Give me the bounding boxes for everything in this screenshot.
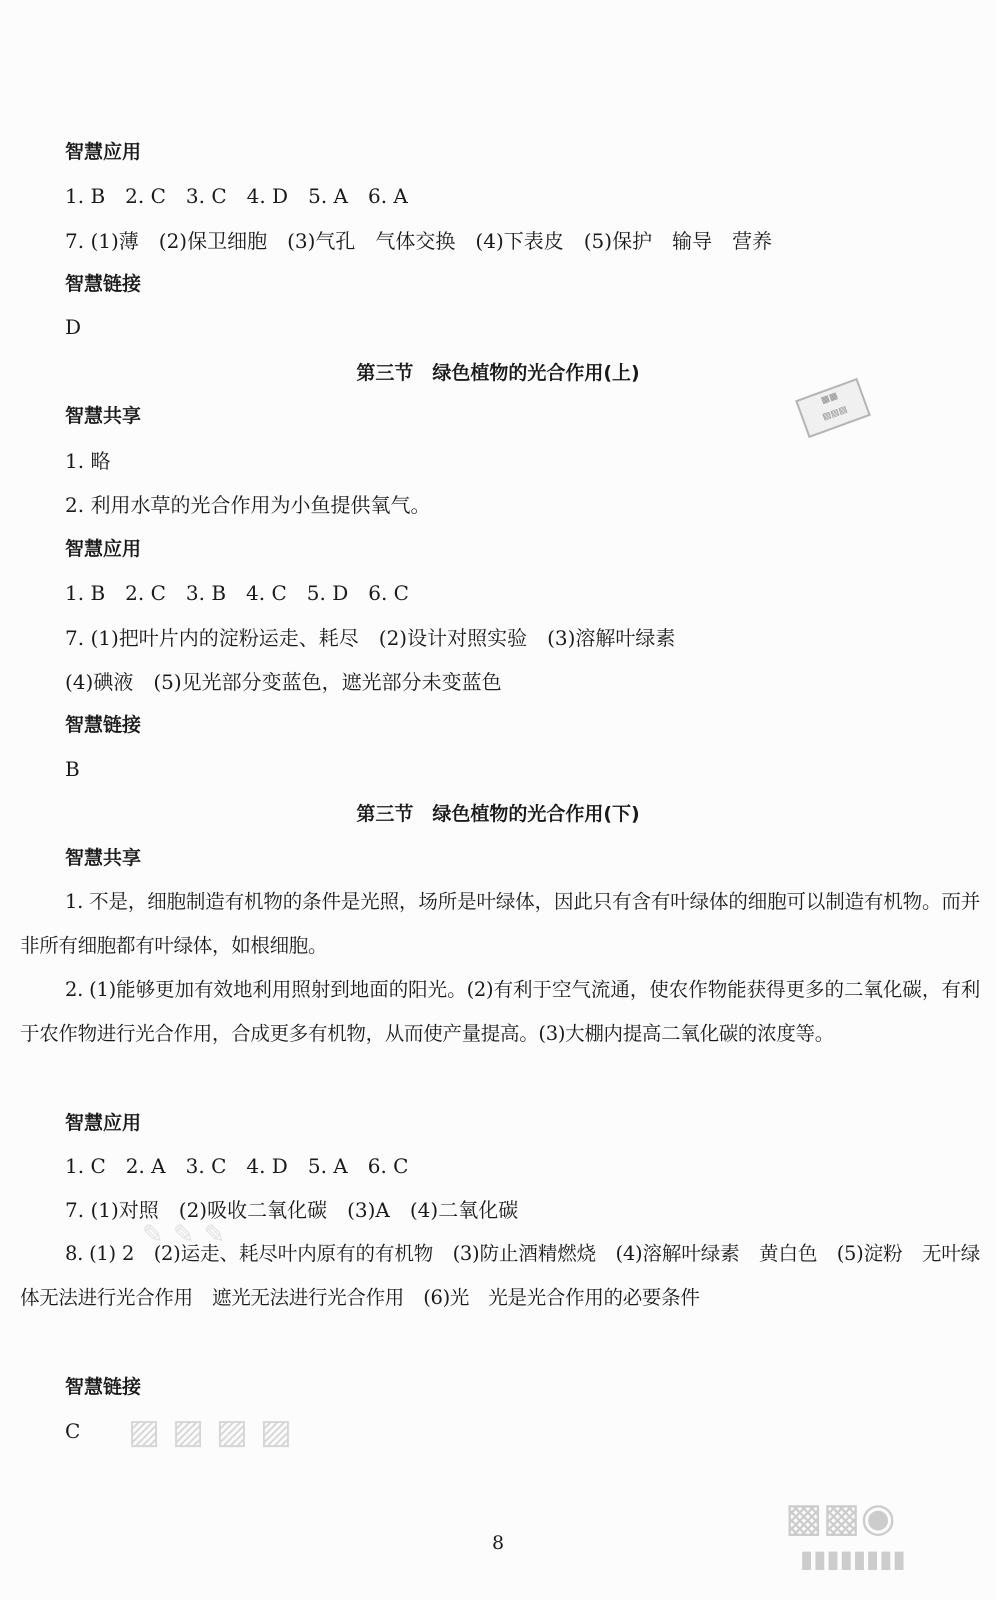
link-answer-1: D (65, 315, 82, 339)
section-title-down: 第三节 绿色植物的光合作用(下) (356, 803, 640, 825)
watermark-faint: ✎ ✎ ✎ (142, 1220, 226, 1250)
answers-line-1: 1. B 2. C 3. C 4. D 5. A 6. A (65, 184, 408, 208)
answer-q7-1: 7. (1)薄 (2)保卫细胞 (3)气孔 气体交换 (4)下表皮 (5)保护 输导 营养 (65, 229, 773, 253)
link-answer-down: C (65, 1419, 81, 1443)
watermark-site: ▮▮▮▮▮▮▮▮ (800, 1545, 906, 1573)
answers-line-down: 1. C 2. A 3. C 4. D 5. A 6. C (65, 1154, 409, 1178)
sticker-stamp: ▦▦ ▤▤▤ (795, 378, 871, 438)
share-down-1: 1. 不是，细胞制造有机物的条件是光照，场所是叶绿体，因此只有含有叶绿体的细胞可以制造有机物。而并非所有细胞都有叶绿体，如根细胞。 (20, 890, 980, 957)
link-answer-up: B (65, 757, 80, 781)
answer-q8-down: 8. (1) 2 (2)运走、耗尽叶内原有的有机物 (3)防止酒精燃烧 (4)溶解叶绿素 黄白色 (5)淀粉 无叶绿体无法进行光合作用 遮光无法进行光合作用 (6)光 光是光合作用的必要条件 (20, 1242, 980, 1309)
watermark-logo-left: ▨ ▨ ▨ ▨ (128, 1412, 293, 1452)
heading-link-up: 智慧链接 (65, 714, 142, 736)
heading-link-1: 智慧链接 (65, 273, 142, 295)
page-number: 8 (491, 1532, 505, 1554)
share-up-1: 1. 略 (65, 449, 111, 473)
section-title-up: 第三节 绿色植物的光合作用(上) (356, 362, 640, 384)
answer-q7-up-line2: (4)碘液 (5)见光部分变蓝色，遮光部分未变蓝色 (65, 670, 502, 694)
answer-q7-up-line1: 7. (1)把叶片内的淀粉运走、耗尽 (2)设计对照实验 (3)溶解叶绿素 (65, 626, 676, 650)
heading-apply-up: 智慧应用 (65, 538, 142, 560)
heading-apply-down: 智慧应用 (65, 1112, 142, 1134)
answer-q7-down: 7. (1)对照 (2)吸收二氧化碳 (3)A (4)二氧化碳 (65, 1198, 519, 1222)
share-up-2: 2. 利用水草的光合作用为小鱼提供氧气。 (65, 493, 431, 517)
answers-line-up: 1. B 2. C 3. B 4. C 5. D 6. C (65, 581, 409, 605)
heading-share-up: 智慧共享 (65, 405, 142, 427)
heading-share-down: 智慧共享 (65, 847, 142, 869)
heading-link-down: 智慧链接 (65, 1376, 142, 1398)
watermark-logo-right: ▩▩◉ (785, 1495, 896, 1541)
share-down-2: 2. (1)能够更加有效地利用照射到地面的阳光。(2)有利于空气流通，使农作物能获得更多的二氧化碳，有利于农作物进行光合作用，合成更多有机物，从而使产量提高。(3)大棚内提高二氧化碳的浓度等。 (20, 978, 980, 1045)
heading-apply-1: 智慧应用 (65, 141, 142, 163)
